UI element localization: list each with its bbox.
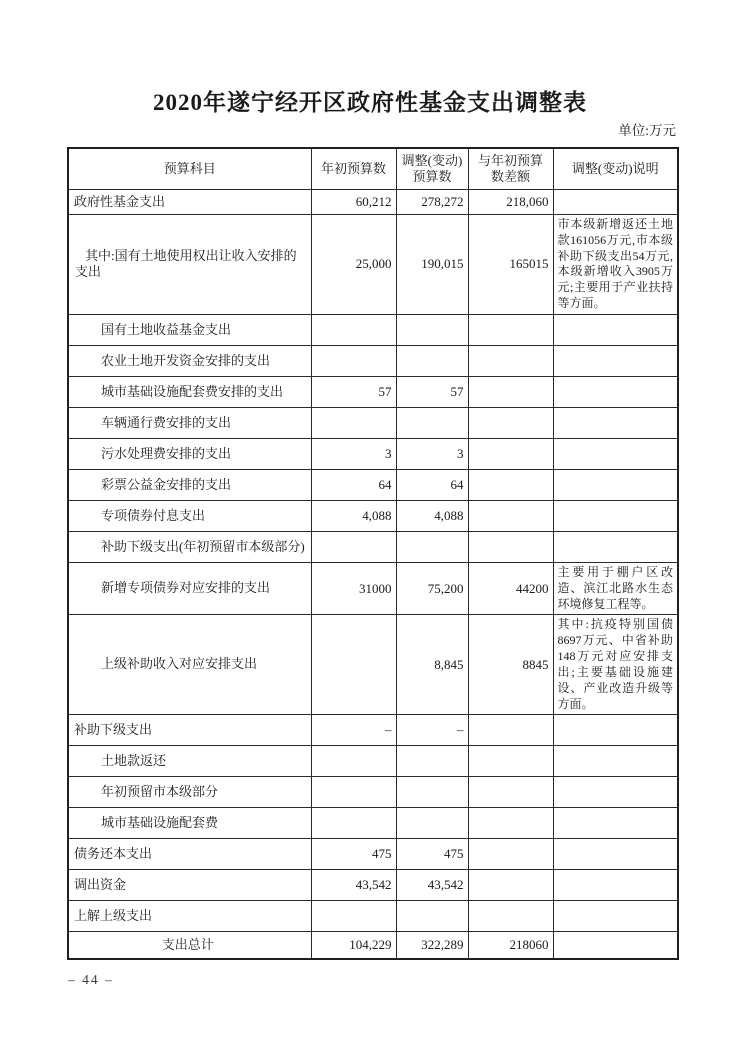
cell-adjusted-budget: 75,200	[396, 562, 468, 614]
cell-initial-budget: 60,212	[311, 190, 396, 215]
cell-subject: 年初预留市本级部分	[68, 777, 311, 808]
cell-adjusted-budget: 57	[396, 376, 468, 407]
table-row	[68, 215, 678, 315]
cell-adjusted-budget	[396, 407, 468, 438]
cell-subject: 车辆通行费安排的支出	[68, 407, 311, 438]
cell-subject: 城市基础设施配套费安排的支出	[68, 376, 311, 407]
cell-difference	[468, 746, 553, 777]
cell-initial-budget: 475	[311, 839, 396, 870]
column-header-initial-budget: 年初预算数	[311, 148, 396, 190]
table-row	[68, 839, 678, 870]
column-header-note: 调整(变动)说明	[553, 148, 678, 190]
table-row	[68, 901, 678, 932]
cell-note	[553, 376, 678, 407]
cell-subject: 国有土地收益基金支出	[68, 314, 311, 345]
cell-adjusted-budget: –	[396, 715, 468, 746]
cell-note	[553, 190, 678, 215]
cell-initial-budget	[311, 531, 396, 562]
cell-initial-budget	[311, 615, 396, 715]
cell-note: 其中:抗疫特别国债8697万元、中省补助148万元对应安排支出;主要基础设施建设、产业改造升级等方面。	[553, 615, 678, 715]
cell-note	[553, 314, 678, 345]
cell-subject: 补助下级支出(年初预留市本级部分)	[68, 531, 311, 562]
cell-initial-budget: 104,229	[311, 932, 396, 959]
cell-subject: 其中:国有土地使用权出让收入安排的支出	[68, 215, 311, 315]
page-title: 2020年遂宁经开区政府性基金支出调整表	[153, 90, 587, 115]
cell-difference	[468, 777, 553, 808]
table-row	[68, 808, 678, 839]
table-row	[68, 932, 678, 959]
cell-adjusted-budget	[396, 901, 468, 932]
cell-adjusted-budget: 322,289	[396, 932, 468, 959]
cell-subject: 新增专项债券对应安排的支出	[68, 562, 311, 614]
cell-note	[553, 438, 678, 469]
cell-initial-budget	[311, 808, 396, 839]
cell-note: 市本级新增返还土地款161056万元,市本级补助下级支出54万元,本级新增收入3905万元;主要用于产业扶持等方面。	[553, 215, 678, 315]
cell-subject: 彩票公益金安排的支出	[68, 469, 311, 500]
cell-note	[553, 777, 678, 808]
cell-adjusted-budget	[396, 777, 468, 808]
table-row	[68, 438, 678, 469]
cell-initial-budget	[311, 407, 396, 438]
table-row	[68, 500, 678, 531]
cell-difference	[468, 839, 553, 870]
cell-difference	[468, 376, 553, 407]
table-row	[68, 746, 678, 777]
cell-note	[553, 870, 678, 901]
cell-adjusted-budget	[396, 808, 468, 839]
cell-adjusted-budget: 8,845	[396, 615, 468, 715]
cell-subject: 土地款返还	[68, 746, 311, 777]
cell-note	[553, 469, 678, 500]
cell-adjusted-budget: 64	[396, 469, 468, 500]
cell-adjusted-budget: 3	[396, 438, 468, 469]
cell-difference	[468, 469, 553, 500]
cell-note	[553, 808, 678, 839]
cell-subject: 调出资金	[68, 870, 311, 901]
cell-subject: 上解上级支出	[68, 901, 311, 932]
column-header-subject: 预算科目	[68, 148, 311, 190]
table-body	[68, 190, 678, 959]
cell-initial-budget: 31000	[311, 562, 396, 614]
table-row	[68, 407, 678, 438]
cell-initial-budget: 4,088	[311, 500, 396, 531]
cell-difference: 8845	[468, 615, 553, 715]
unit-label: 单位:万元	[618, 123, 676, 138]
cell-adjusted-budget: 190,015	[396, 215, 468, 315]
cell-subject: 城市基础设施配套费	[68, 808, 311, 839]
cell-note	[553, 715, 678, 746]
column-header-adjusted-budget: 调整(变动)预算数	[396, 148, 468, 190]
cell-difference	[468, 500, 553, 531]
cell-difference: 44200	[468, 562, 553, 614]
cell-subject: 农业土地开发资金安排的支出	[68, 345, 311, 376]
cell-note	[553, 746, 678, 777]
cell-difference	[468, 438, 553, 469]
table-row	[68, 870, 678, 901]
cell-note	[553, 531, 678, 562]
cell-difference: 218,060	[468, 190, 553, 215]
table-row	[68, 314, 678, 345]
table-row	[68, 345, 678, 376]
cell-initial-budget: 64	[311, 469, 396, 500]
cell-difference	[468, 314, 553, 345]
cell-difference	[468, 808, 553, 839]
cell-adjusted-budget	[396, 345, 468, 376]
table-row	[68, 562, 678, 614]
column-header-difference: 与年初预算数差额	[468, 148, 553, 190]
cell-note	[553, 932, 678, 959]
table-row	[68, 190, 678, 215]
cell-difference	[468, 715, 553, 746]
cell-subject: 支出总计	[68, 932, 311, 959]
cell-subject: 补助下级支出	[68, 715, 311, 746]
cell-note	[553, 839, 678, 870]
cell-initial-budget	[311, 345, 396, 376]
cell-initial-budget	[311, 777, 396, 808]
table-row	[68, 777, 678, 808]
table-row	[68, 715, 678, 746]
cell-subject: 上级补助收入对应安排支出	[68, 615, 311, 715]
cell-adjusted-budget: 4,088	[396, 500, 468, 531]
cell-initial-budget: 3	[311, 438, 396, 469]
cell-difference	[468, 407, 553, 438]
cell-subject: 政府性基金支出	[68, 190, 311, 215]
cell-initial-budget	[311, 901, 396, 932]
cell-note	[553, 345, 678, 376]
cell-subject: 专项债券付息支出	[68, 500, 311, 531]
table-row	[68, 376, 678, 407]
cell-adjusted-budget	[396, 314, 468, 345]
cell-difference: 218060	[468, 932, 553, 959]
cell-adjusted-budget: 278,272	[396, 190, 468, 215]
header-row	[68, 148, 678, 190]
cell-initial-budget: 25,000	[311, 215, 396, 315]
cell-difference: 165015	[468, 215, 553, 315]
cell-difference	[468, 901, 553, 932]
cell-difference	[468, 870, 553, 901]
budget-table	[67, 147, 679, 960]
cell-subject: 污水处理费安排的支出	[68, 438, 311, 469]
table-row	[68, 469, 678, 500]
cell-note: 主要用于棚户区改造、滨江北路水生态环境修复工程等。	[553, 562, 678, 614]
cell-adjusted-budget	[396, 531, 468, 562]
table-row	[68, 615, 678, 715]
cell-subject: 债务还本支出	[68, 839, 311, 870]
cell-note	[553, 500, 678, 531]
cell-difference	[468, 345, 553, 376]
cell-initial-budget	[311, 314, 396, 345]
cell-initial-budget: 43,542	[311, 870, 396, 901]
cell-note	[553, 407, 678, 438]
cell-initial-budget: 57	[311, 376, 396, 407]
cell-initial-budget: –	[311, 715, 396, 746]
table-row	[68, 531, 678, 562]
cell-adjusted-budget: 43,542	[396, 870, 468, 901]
cell-adjusted-budget	[396, 746, 468, 777]
cell-note	[553, 901, 678, 932]
cell-difference	[468, 531, 553, 562]
page-number: – 44 –	[68, 972, 114, 987]
cell-adjusted-budget: 475	[396, 839, 468, 870]
cell-initial-budget	[311, 746, 396, 777]
table-header	[68, 148, 678, 190]
